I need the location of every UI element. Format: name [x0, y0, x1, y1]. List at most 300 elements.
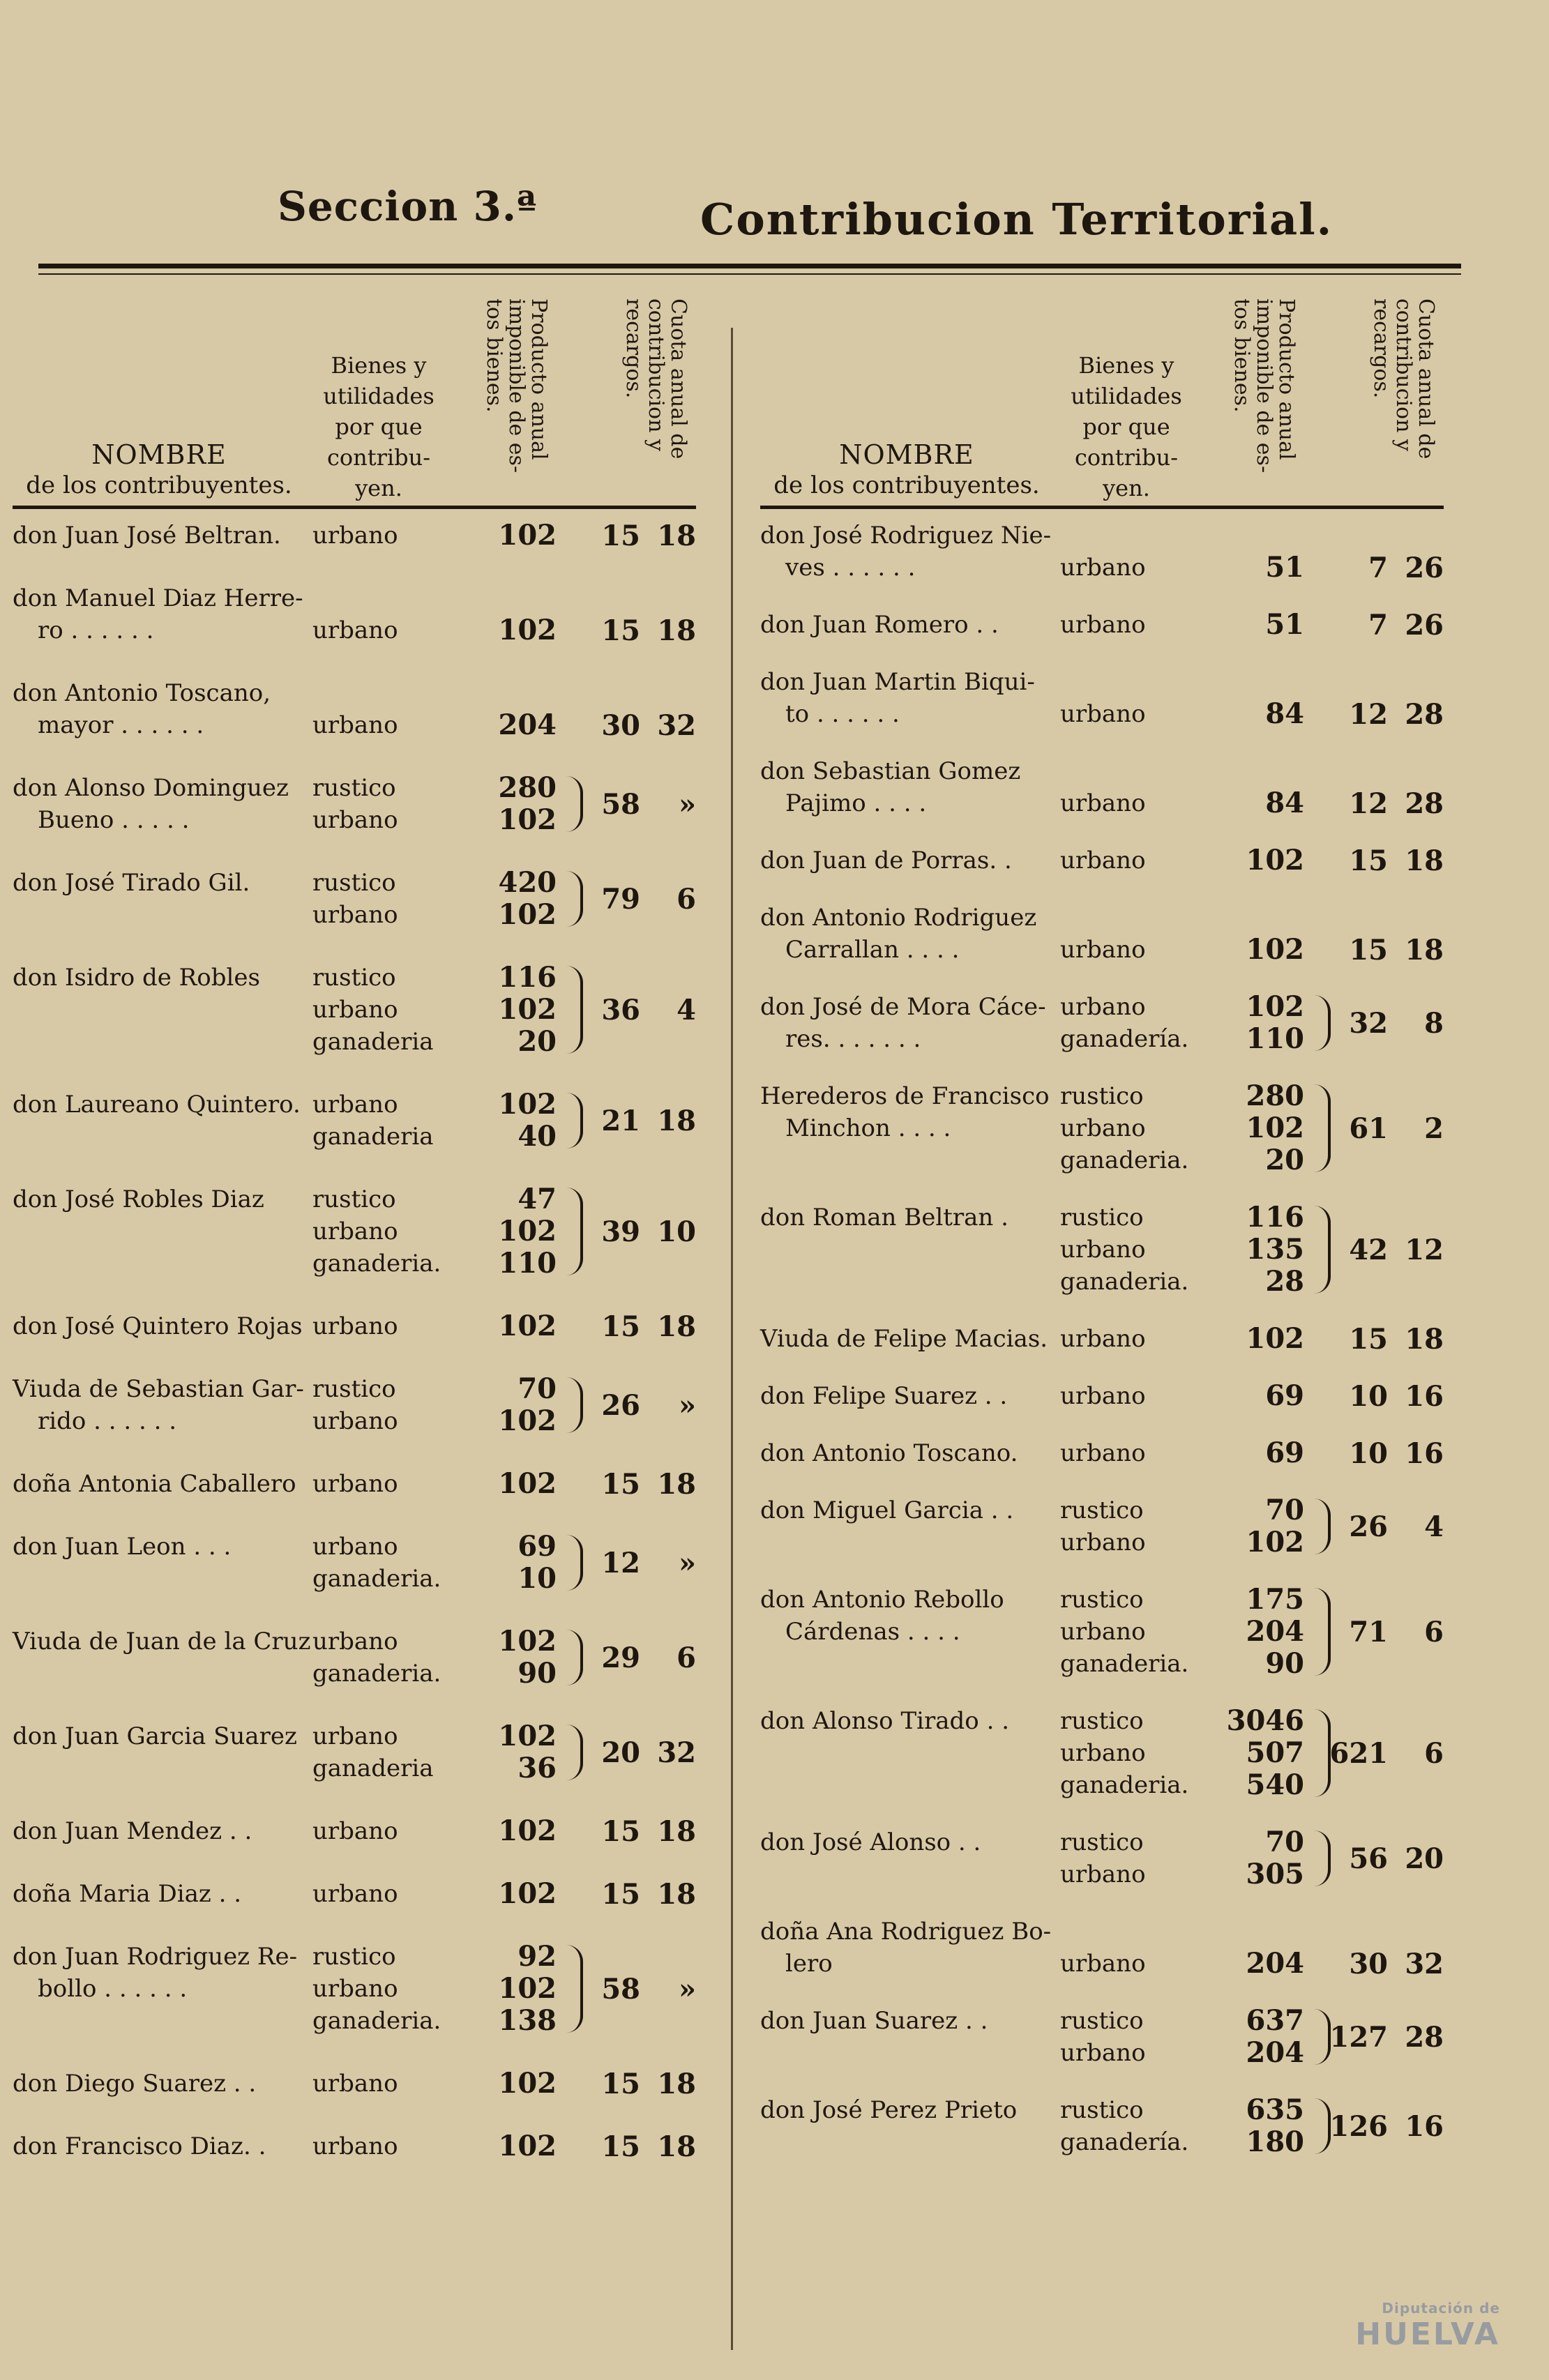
property-type: ganaderia.: [1060, 1268, 1189, 1296]
property-types: [1060, 991, 1221, 1055]
quota-reales: 15: [601, 520, 640, 552]
quota-maravedis: 18: [657, 520, 696, 552]
quota-maravedis: 18: [1405, 1323, 1444, 1356]
annual-quota: [571, 1736, 696, 1769]
quota-maravedis: 18: [657, 2068, 696, 2100]
contributor-name: [13, 1720, 312, 1752]
product-value: 637: [1246, 2004, 1304, 2037]
table-row: [13, 1183, 710, 1280]
quota-maravedis: 28: [1405, 787, 1444, 820]
product-values: [459, 1089, 557, 1153]
contributor-name: [13, 772, 312, 836]
table-row: [13, 867, 710, 931]
table-row: [760, 666, 1458, 730]
property-type: urbano: [1060, 1114, 1146, 1142]
contributor-name-line: doña Antonia Caballero: [13, 1470, 296, 1498]
header-rule: [760, 506, 1444, 509]
annual-quota: [1318, 1737, 1444, 1770]
annual-quota: [571, 2068, 696, 2100]
property-type: urbano: [312, 1628, 398, 1655]
quota-reales: 21: [601, 1105, 640, 1137]
product-value: 102: [498, 1720, 557, 1752]
property-type: urbano: [312, 2070, 398, 2098]
product-values: [459, 1373, 557, 1437]
contributor-name: [13, 867, 312, 899]
product-value: 175: [1246, 1583, 1304, 1616]
table-row: [760, 844, 1458, 877]
quota-reales: 58: [601, 1973, 640, 2006]
property-types: [312, 1089, 473, 1153]
top-rule-thin: [38, 273, 1461, 275]
contributor-name: [760, 1494, 1060, 1526]
contributor-name-line: res. . . . . . .: [785, 1025, 921, 1053]
property-types: [1060, 1080, 1221, 1176]
product-value: 102: [498, 1088, 557, 1121]
contributor-name-line: don Antonio Toscano,: [13, 679, 271, 707]
contributor-name-line: Cárdenas . . . .: [785, 1618, 960, 1646]
contributor-name-line: Pajimo . . . .: [785, 789, 927, 817]
property-types: [312, 1625, 473, 1690]
quota-reales: 42: [1349, 1234, 1388, 1266]
contributor-name-line: don Alonso Tirado . .: [760, 1707, 1009, 1735]
annual-quota: [571, 1642, 696, 1674]
annual-quota: [1318, 1323, 1444, 1356]
property-types: [312, 1183, 473, 1280]
product-values: [1207, 1202, 1304, 1298]
property-types: [1060, 698, 1221, 730]
property-types: [1060, 1584, 1221, 1680]
property-type: rustico: [312, 1375, 396, 1403]
product-value: 102: [1246, 990, 1304, 1023]
quota-maravedis: 18: [657, 1105, 696, 1137]
property-type: urbano: [312, 2132, 398, 2160]
product-values: [1207, 2005, 1304, 2069]
property-type: ganaderia: [312, 1123, 434, 1151]
contributor-name: [13, 1941, 312, 2005]
property-type: urbano: [312, 522, 398, 549]
property-type: urbano: [312, 616, 398, 644]
contributor-name: [760, 609, 1060, 641]
quota-reales: 26: [601, 1389, 640, 1422]
property-types: [312, 1531, 473, 1595]
table-row: [13, 1089, 710, 1153]
product-value: 92: [517, 1940, 557, 1973]
product-values: [459, 520, 557, 552]
header-nombre: NOMBRE de los contribuyentes.: [773, 439, 1040, 499]
product-value: 84: [1265, 697, 1304, 730]
property-types: [1060, 1437, 1221, 1469]
section-heading: Seccion 3.ª: [278, 183, 538, 230]
product-values: [1207, 991, 1304, 1055]
product-value: 10: [517, 1562, 557, 1595]
table-row: [13, 1373, 710, 1437]
product-value: 305: [1246, 1858, 1304, 1890]
header-bienes: Bienes y utilidades por que contribu-yen.: [1071, 352, 1182, 501]
contributor-name: [760, 844, 1060, 877]
quota-maravedis: »: [679, 1973, 696, 2006]
header-nombre: NOMBRE de los contribuyentes.: [26, 439, 292, 499]
product-value: 102: [498, 1814, 557, 1847]
contributor-name: [760, 666, 1060, 730]
page-title: Contribucion Territorial.: [700, 194, 1333, 245]
contributor-name-line: don Antonio Rebollo: [760, 1586, 1004, 1614]
product-value: 110: [498, 1247, 557, 1280]
contributor-name-line: don José Robles Diaz: [13, 1185, 264, 1213]
property-type: urbano: [1060, 700, 1146, 728]
property-types: [312, 1815, 473, 1847]
annual-quota: [571, 1215, 696, 1248]
product-value: 102: [498, 519, 557, 552]
property-type: rustico: [1060, 1707, 1144, 1735]
contributor-name-line: don Juan Martin Biqui-: [760, 668, 1035, 696]
property-type: urbano: [1060, 1236, 1146, 1264]
property-types: [1060, 552, 1221, 584]
product-value: 110: [1246, 1022, 1304, 1055]
product-value: 40: [517, 1120, 557, 1153]
property-types: [312, 1720, 473, 1784]
contributor-name: [13, 1815, 312, 1847]
product-value: 70: [517, 1372, 557, 1405]
quota-reales: 621: [1329, 1737, 1388, 1770]
property-types: [1060, 2094, 1221, 2158]
product-value: 51: [1265, 551, 1304, 584]
table-row: [13, 520, 710, 552]
product-value: 116: [498, 961, 557, 994]
product-values: [1207, 2094, 1304, 2158]
property-type: ganadería.: [1060, 1025, 1189, 1053]
contributor-name-line: don Juan Rodriguez Re-: [13, 1943, 298, 1971]
annual-quota: [1318, 787, 1444, 820]
quota-maravedis: 6: [677, 1642, 696, 1674]
product-values: [459, 2130, 557, 2162]
property-type: ganadería.: [1060, 2128, 1189, 2156]
property-types: [1060, 1202, 1221, 1298]
contributor-name: [760, 1705, 1060, 1737]
annual-quota: [1318, 609, 1444, 642]
quota-reales: 15: [1349, 1323, 1388, 1356]
quota-maravedis: 18: [657, 2130, 696, 2163]
property-type: urbano: [1060, 789, 1146, 817]
contributor-name: [13, 1625, 312, 1658]
contributor-name-line: don José Alonso . .: [760, 1828, 981, 1856]
contributor-name: [13, 1183, 312, 1215]
property-type: rustico: [1060, 2096, 1144, 2124]
quota-reales: 7: [1368, 552, 1388, 584]
contributor-name: [13, 582, 312, 646]
property-type: urbano: [1060, 2039, 1146, 2067]
contributor-name-line: ro . . . . . .: [38, 616, 154, 644]
product-value: 540: [1246, 1768, 1304, 1801]
quota-maravedis: 18: [657, 614, 696, 647]
product-value: 102: [1246, 1322, 1304, 1355]
property-type: urbano: [1060, 1739, 1146, 1767]
header-rule: [13, 506, 696, 509]
quota-maravedis: »: [679, 1547, 696, 1579]
product-value: 204: [1246, 1947, 1304, 1980]
table-row: [13, 772, 710, 836]
top-rule: [38, 264, 1461, 268]
contributor-name-line: lero: [785, 1950, 833, 1978]
table-row: [13, 1720, 710, 1784]
contributor-name-line: Carrallan . . . .: [785, 936, 960, 964]
contributor-name-line: don Juan Garcia Suarez: [13, 1722, 297, 1750]
property-type: rustico: [1060, 1496, 1144, 1524]
product-value: 69: [1265, 1379, 1304, 1412]
quota-maravedis: 4: [677, 994, 696, 1026]
product-values: [459, 1625, 557, 1690]
property-types: [1060, 1705, 1221, 1801]
property-type: ganaderia.: [1060, 1650, 1189, 1678]
property-type: rustico: [312, 869, 396, 897]
property-type: urbano: [312, 1817, 398, 1845]
product-value: 116: [1246, 1201, 1304, 1234]
product-value: 20: [517, 1025, 557, 1058]
annual-quota: [1318, 844, 1444, 877]
quota-reales: 15: [1349, 844, 1388, 877]
quota-reales: 79: [601, 883, 640, 916]
quota-reales: 15: [601, 1878, 640, 1911]
product-value: 90: [1265, 1647, 1304, 1680]
table-row: [760, 1584, 1458, 1680]
contributor-name-line: to . . . . . .: [785, 700, 900, 728]
contributor-name-line: don Roman Beltran .: [760, 1204, 1008, 1231]
table-row: [13, 2068, 710, 2100]
property-types: [1060, 787, 1221, 819]
product-value: 102: [1246, 1112, 1304, 1144]
property-type: ganaderia.: [1060, 1771, 1189, 1799]
product-value: 102: [498, 1310, 557, 1342]
property-type: rustico: [312, 964, 396, 992]
header-cuota: Cuota anual de contribucion y recargos.: [1369, 298, 1438, 460]
quota-maravedis: »: [679, 788, 696, 821]
property-types: [312, 1941, 473, 2037]
product-values: [1207, 1437, 1304, 1469]
property-type: urbano: [1060, 1439, 1146, 1467]
property-type: urbano: [1060, 936, 1146, 964]
product-values: [459, 1815, 557, 1847]
contributor-name-line: don Sebastian Gomez: [760, 757, 1021, 785]
product-value: 28: [1265, 1265, 1304, 1298]
property-types: [312, 614, 473, 646]
quota-reales: 30: [601, 709, 640, 742]
contributor-name-line: don Miguel Garcia . .: [760, 1496, 1014, 1524]
contributor-name-line: don Juan Mendez . .: [13, 1817, 252, 1845]
annual-quota: [571, 709, 696, 742]
property-type: ganaderia.: [1060, 1146, 1189, 1174]
product-value: 69: [517, 1530, 557, 1563]
product-value: 70: [1265, 1494, 1304, 1526]
product-value: 102: [498, 2130, 557, 2162]
property-types: [312, 1310, 473, 1342]
property-type: urbano: [1060, 1860, 1146, 1888]
quota-reales: 61: [1349, 1112, 1388, 1145]
property-type: urbano: [1060, 1529, 1146, 1556]
contributor-name-line: don Diego Suarez . .: [13, 2070, 257, 2098]
property-type: urbano: [312, 1722, 398, 1750]
quota-reales: 36: [601, 994, 640, 1026]
annual-quota: [571, 994, 696, 1026]
contributor-name-line: don Alonso Dominguez: [13, 774, 289, 802]
quota-reales: 12: [601, 1547, 640, 1579]
quota-maravedis: »: [679, 1389, 696, 1422]
product-value: 47: [517, 1183, 557, 1215]
quota-maravedis: 26: [1405, 609, 1444, 642]
quota-maravedis: 20: [1405, 1842, 1444, 1875]
product-value: 102: [1246, 1526, 1304, 1559]
property-type: rustico: [312, 774, 396, 802]
property-type: urbano: [312, 711, 398, 739]
quota-maravedis: 18: [1405, 934, 1444, 967]
annual-quota: [1318, 1234, 1444, 1266]
product-values: [1207, 1826, 1304, 1890]
annual-quota: [571, 2130, 696, 2163]
table-row: [760, 991, 1458, 1055]
product-values: [459, 1310, 557, 1342]
table-row: [13, 1815, 710, 1847]
property-type: urbano: [312, 1975, 398, 2003]
property-types: [312, 772, 473, 836]
annual-quota: [1318, 1112, 1444, 1145]
quota-maravedis: 28: [1405, 698, 1444, 731]
contributor-name-line: don Antonio Toscano.: [760, 1439, 1018, 1467]
quota-reales: 15: [601, 1468, 640, 1501]
product-values: [1207, 844, 1304, 877]
annual-quota: [571, 1878, 696, 1911]
property-type: urbano: [1060, 611, 1146, 639]
quota-reales: 127: [1329, 2021, 1388, 2054]
quota-maravedis: 6: [677, 883, 696, 916]
contributor-name: [760, 520, 1060, 584]
property-type: urbano: [312, 806, 398, 834]
contributor-name-line: don José Tirado Gil.: [13, 869, 250, 897]
contributor-name: [760, 1437, 1060, 1469]
contributor-name-line: don Antonio Rodriguez: [760, 904, 1037, 932]
contributor-name: [760, 2005, 1060, 2037]
property-type: ganaderia: [312, 1754, 434, 1782]
table-row: [760, 755, 1458, 819]
annual-quota: [1318, 2110, 1444, 2143]
table-row: [13, 1531, 710, 1595]
contributor-name-line: don Juan Romero . .: [760, 611, 999, 639]
property-type: rustico: [312, 1185, 396, 1213]
table-row: [13, 677, 710, 741]
contributor-name-line: don Isidro de Robles: [13, 964, 260, 992]
property-type: urbano: [312, 1880, 398, 1908]
annual-quota: [1318, 2021, 1444, 2054]
header-producto: Producto anual imponible de es-tos bienes.: [1230, 298, 1299, 473]
annual-quota: [571, 520, 696, 552]
archive-stamp: Diputación de HUELVA: [1355, 2300, 1500, 2352]
product-values: [459, 1878, 557, 1910]
product-value: 102: [498, 2067, 557, 2100]
quota-reales: 15: [1349, 934, 1388, 967]
property-types: [1060, 1948, 1221, 1980]
property-type: ganaderia.: [312, 1660, 441, 1688]
contributor-name-line: doña Maria Diaz . .: [13, 1880, 242, 1908]
property-type: rustico: [312, 1943, 396, 1971]
quota-reales: 15: [601, 2130, 640, 2163]
contributor-name: [760, 2094, 1060, 2126]
contributor-name-line: don José Perez Prieto: [760, 2096, 1018, 2124]
contributor-name: [13, 962, 312, 994]
product-value: 135: [1246, 1233, 1304, 1266]
table-row: [13, 1941, 710, 2037]
contributor-name: [760, 902, 1060, 966]
contributor-name-line: don Juan Suarez . .: [760, 2007, 988, 2035]
product-values: [1207, 1380, 1304, 1412]
contributor-name: [760, 1323, 1060, 1355]
annual-quota: [1318, 698, 1444, 731]
product-value: 102: [498, 898, 557, 931]
table-row: [13, 962, 710, 1058]
contributor-name: [13, 677, 312, 741]
property-type: urbano: [1060, 1325, 1146, 1353]
property-types: [312, 709, 473, 741]
product-value: 635: [1246, 2093, 1304, 2126]
product-values: [459, 1468, 557, 1500]
product-value: 180: [1246, 2125, 1304, 2158]
header-producto: Producto anual imponible de es-tos bienes.: [482, 298, 551, 473]
quota-maravedis: 2: [1424, 1112, 1444, 1145]
property-types: [1060, 609, 1221, 641]
contributor-name-line: don José de Mora Cáce-: [760, 993, 1046, 1021]
table-row: [760, 1705, 1458, 1801]
quota-maravedis: 8: [1424, 1007, 1444, 1040]
contributor-name-line: bollo . . . . . .: [38, 1975, 188, 2003]
table-row: [13, 2130, 710, 2162]
contributor-name-line: Viuda de Sebastian Gar-: [13, 1375, 304, 1403]
quota-maravedis: 26: [1405, 552, 1444, 584]
contributor-name-line: Herederos de Francisco: [760, 1082, 1050, 1110]
quota-reales: 29: [601, 1642, 640, 1674]
quota-maravedis: 18: [657, 1468, 696, 1501]
quota-reales: 30: [1349, 1948, 1388, 1980]
contributor-name: [13, 1310, 312, 1342]
quota-reales: 12: [1349, 787, 1388, 820]
property-type: ganaderia: [312, 1028, 434, 1056]
contributor-name-line: don Francisco Diaz. .: [13, 2132, 266, 2160]
table-row: [760, 1826, 1458, 1890]
annual-quota: [571, 788, 696, 821]
product-value: 102: [498, 1625, 557, 1658]
annual-quota: [1318, 1380, 1444, 1413]
contributor-name-line: don José Quintero Rojas: [13, 1312, 303, 1340]
property-type: urbano: [1060, 993, 1146, 1021]
contributor-name: [760, 1080, 1060, 1144]
contributor-name: [760, 1826, 1060, 1858]
property-type: urbano: [312, 1533, 398, 1561]
annual-quota: [571, 1389, 696, 1422]
contributor-name-line: don Juan Leon . . .: [13, 1533, 232, 1561]
quota-maravedis: 10: [657, 1215, 696, 1248]
contributor-name-line: don Manuel Diaz Herre-: [13, 584, 303, 612]
quota-reales: 12: [1349, 698, 1388, 731]
product-values: [1207, 1584, 1304, 1680]
contributor-name-line: ves . . . . . .: [785, 554, 916, 582]
quota-maravedis: 28: [1405, 2021, 1444, 2054]
property-types: [312, 2068, 473, 2100]
product-value: 102: [498, 803, 557, 836]
property-types: [1060, 1380, 1221, 1412]
annual-quota: [1318, 934, 1444, 967]
contributor-name: [13, 2068, 312, 2100]
property-types: [312, 520, 473, 552]
annual-quota: [571, 614, 696, 647]
product-value: 102: [498, 1404, 557, 1437]
quota-reales: 71: [1349, 1616, 1388, 1648]
quota-maravedis: 16: [1405, 2110, 1444, 2143]
contributor-name-line: don Laureano Quintero.: [13, 1091, 301, 1119]
